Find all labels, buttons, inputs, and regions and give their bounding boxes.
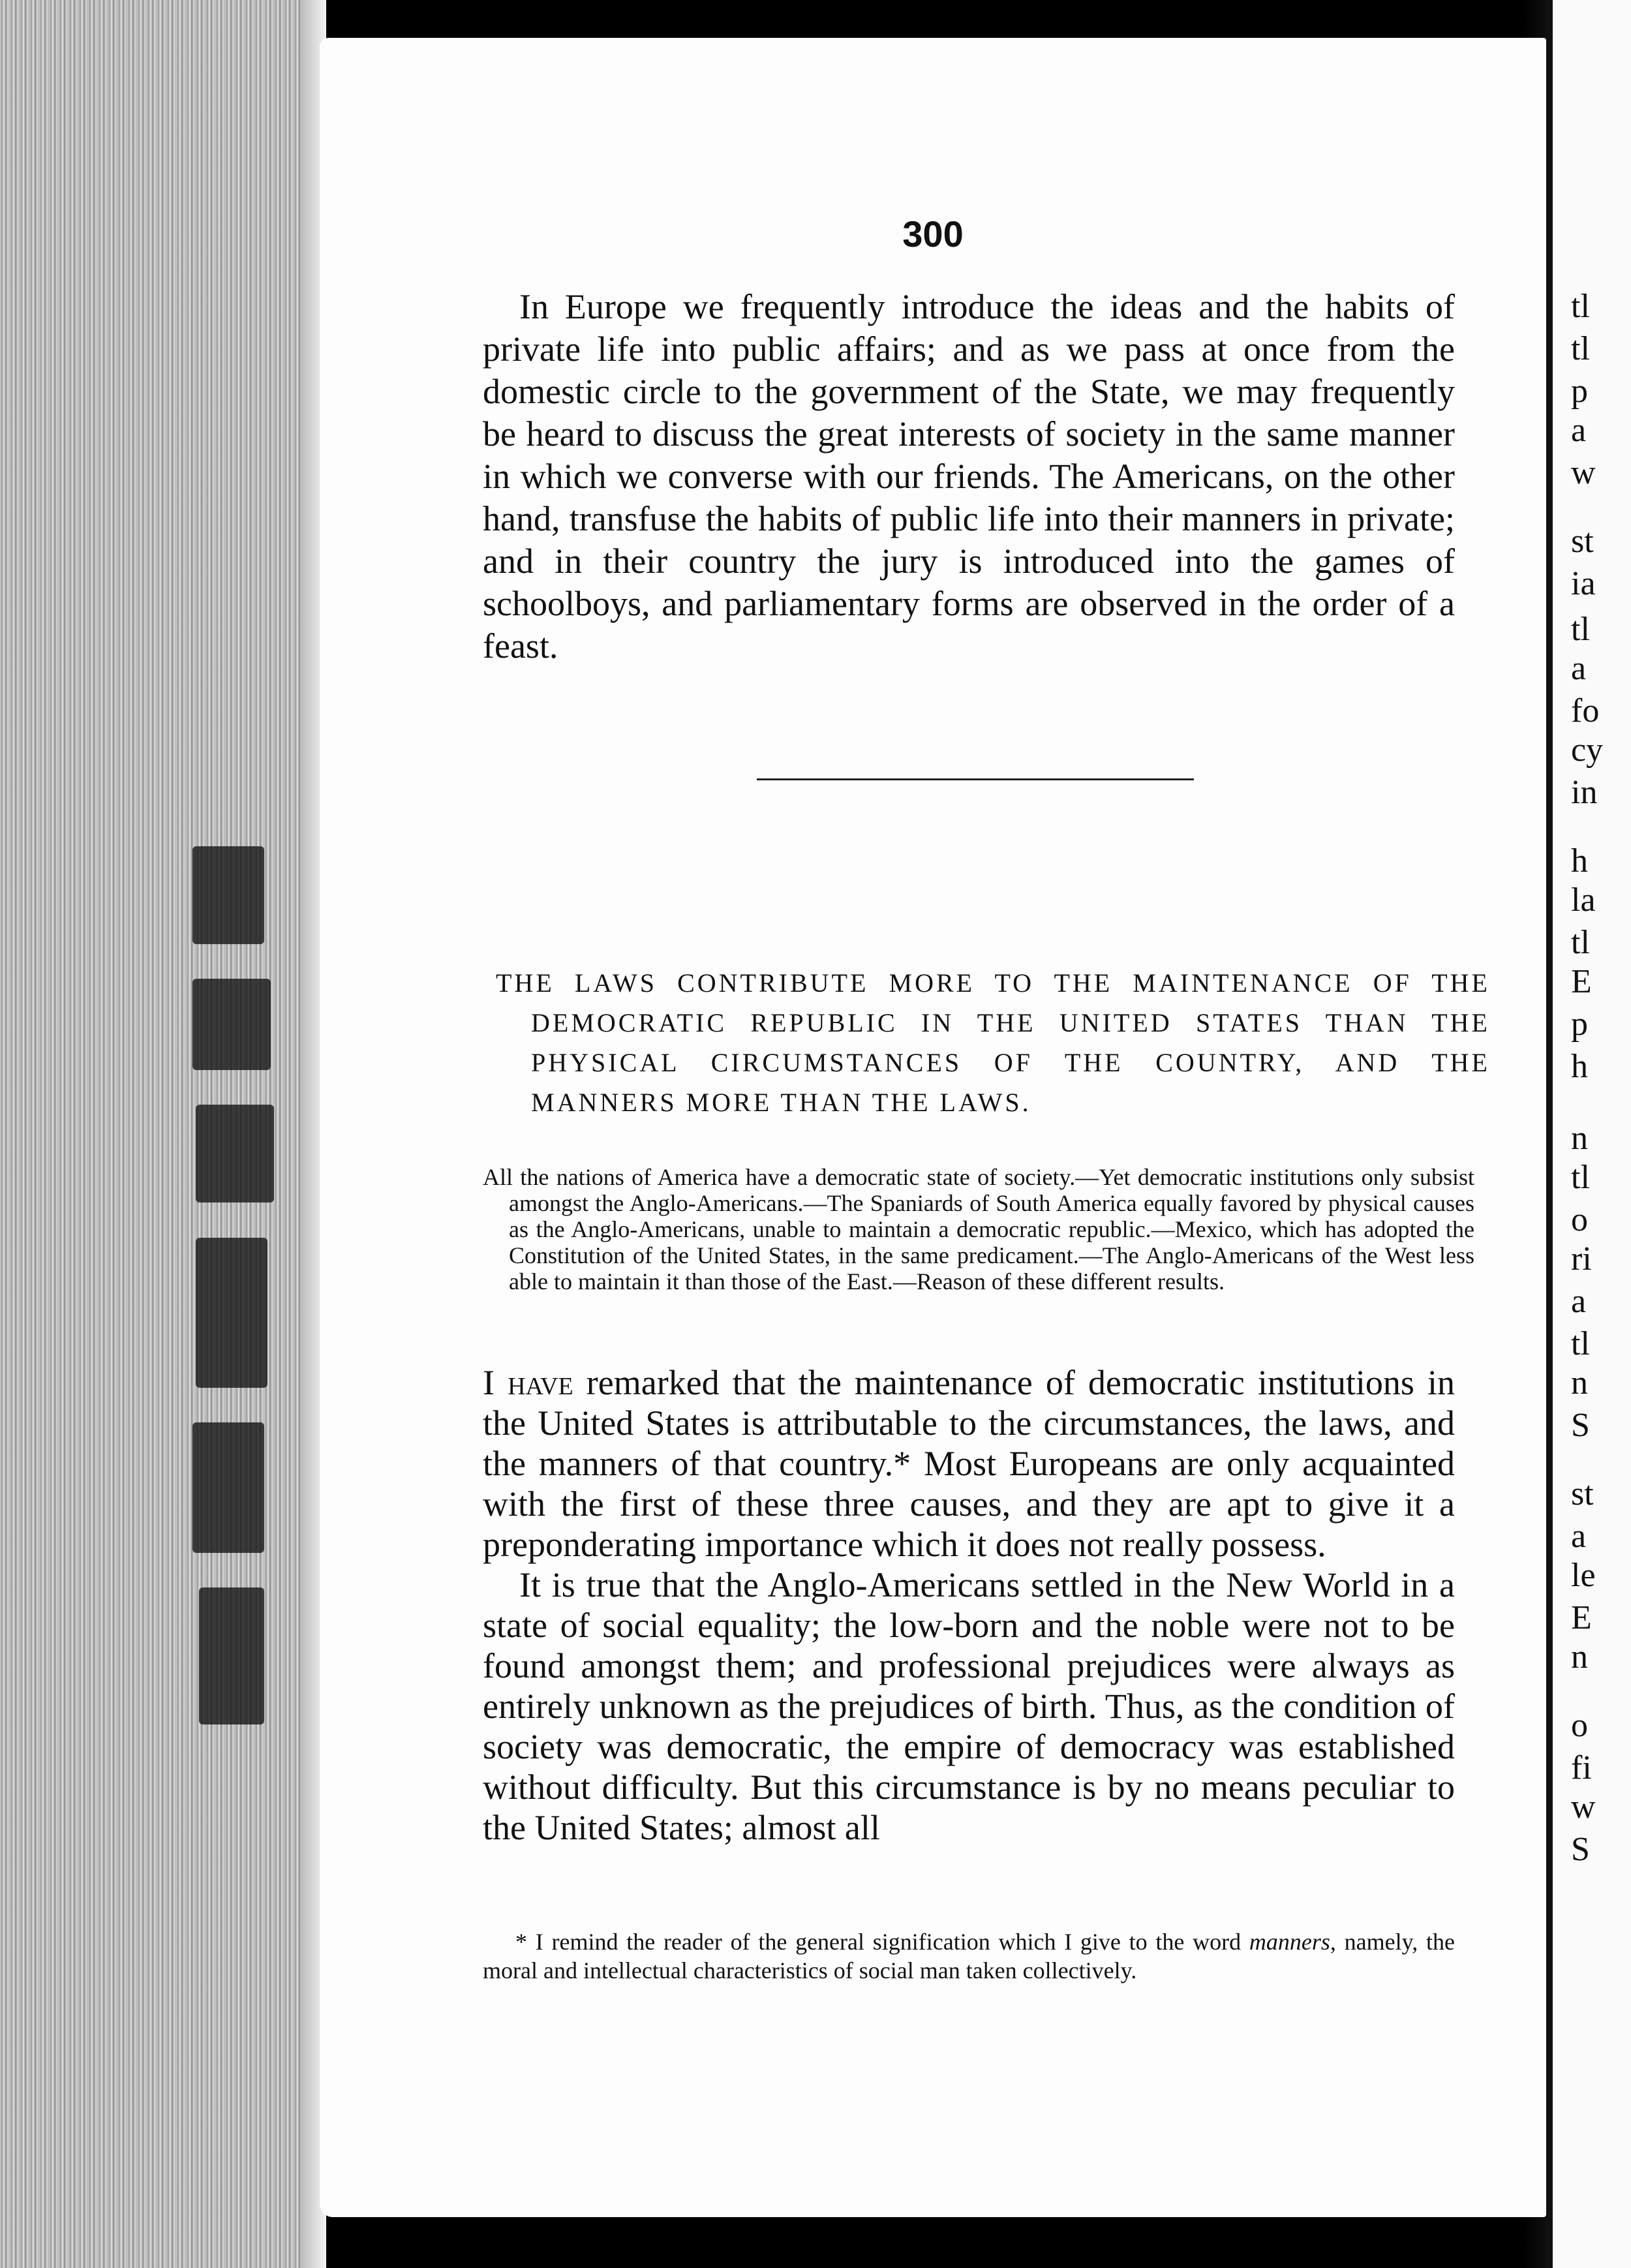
facing-page-fragment: h bbox=[1571, 1048, 1588, 1085]
facing-page-fragment: le bbox=[1571, 1557, 1596, 1594]
facing-page-fragment: w bbox=[1571, 1788, 1596, 1826]
facing-page-fragment: a bbox=[1571, 412, 1587, 449]
facing-page-fragment: S bbox=[1571, 1831, 1590, 1868]
facing-page-fragment: fo bbox=[1571, 692, 1600, 729]
facing-page-fragment: n bbox=[1571, 1364, 1588, 1402]
facing-page-fragment: a bbox=[1571, 1283, 1587, 1320]
facing-page-fragment: tl bbox=[1571, 330, 1590, 367]
footnote-text-start: * I remind the reader of the general signification which I give to the word bbox=[515, 1929, 1249, 1955]
facing-page-fragment: in bbox=[1571, 774, 1598, 811]
facing-page-fragment: S bbox=[1571, 1407, 1590, 1444]
facing-page-fragment: h bbox=[1571, 842, 1588, 880]
section-summary: All the nations of America have a democratic state of society.—Yet democratic institutions only subsist amongst the Anglo-Americans.—The Spaniards of South America equally favored by physical causes as the Anglo-Americans, unable to maintain a democratic republic.—Mexico, which has adopted the Constitution of the United States, in the same predicament.—The Anglo-Americans of the West less able to maintain it than those of the East.—Reason of these different results. bbox=[483, 1164, 1474, 1295]
facing-page-fragment: o bbox=[1571, 1707, 1588, 1744]
facing-page-fragment: w bbox=[1571, 454, 1596, 491]
section-divider bbox=[757, 778, 1194, 780]
facing-page-fragment: p bbox=[1571, 1005, 1588, 1043]
facing-page-fragment: o bbox=[1571, 1201, 1588, 1238]
section-heading: THE LAWS CONTRIBUTE MORE TO THE MAINTENANCE OF THE DEMOCRATIC REPUBLIC IN THE UNITED STATES THAN THE PHYSICAL CIRCUMSTANCES OF THE COUNTRY, AND THE MANNERS MORE THAN THE LAWS. bbox=[496, 968, 1490, 1117]
page-number: 300 bbox=[902, 213, 964, 254]
footnote-italic-word: manners bbox=[1249, 1929, 1330, 1955]
facing-page-fragment: tl bbox=[1571, 924, 1590, 961]
body-paragraph-1 bbox=[483, 1362, 1455, 1565]
facing-page-fragment: tl bbox=[1571, 1159, 1590, 1196]
facing-page-fragment: fi bbox=[1571, 1749, 1592, 1786]
facing-page-edge bbox=[1553, 0, 1631, 2268]
facing-page-fragment: st bbox=[1571, 523, 1594, 560]
footnote-text-end: , namely, the moral and intellectual characteristics of social man taken collectively. bbox=[483, 1929, 1455, 1984]
facing-page-fragment: tl bbox=[1571, 1325, 1590, 1362]
facing-page-fragment: ri bbox=[1571, 1240, 1592, 1278]
book-page bbox=[320, 38, 1546, 2217]
facing-page-fragment: st bbox=[1571, 1475, 1594, 1512]
facing-page-fragment: E bbox=[1571, 1599, 1592, 1636]
facing-page-fragment: a bbox=[1571, 1518, 1587, 1555]
facing-page-fragment: cy bbox=[1571, 731, 1604, 769]
facing-page-fragment: p bbox=[1571, 373, 1588, 410]
body-text bbox=[483, 1362, 1455, 1848]
body-paragraph-2: It is true that the Anglo-Americans settled in the New World in a state of social equality; the low-born and the noble were not to be found amongst them; and professional prejudices were always as entirely unknown as the prejudices of birth. Thus, as the condition of society was democratic, the empire of democracy was established without difficulty. But this circumstance is by no means peculiar to the United States; almost all bbox=[483, 1565, 1455, 1847]
facing-page-fragment: la bbox=[1571, 881, 1596, 919]
paragraph-1-text: remarked that the maintenance of democratic institutions in the United States is attributable to the circumstances, the laws, and the manners of that country.* Most Europeans are only acquainted with the first of these three causes, and they are apt to give it a preponderating importance which it does not really possess. bbox=[483, 1363, 1455, 1564]
intro-paragraph: In Europe we frequently introduce the ideas and the habits of private life into public affairs; and as we pass at once from the domestic circle to the government of the State, we may frequently be heard to discuss the great interests of society in the same manner in which we converse with our friends. The Americans, on the other hand, transfuse the habits of public life into their manners in private; and in their country the jury is introduced into the games of schoolboys, and parliamentary forms are observed in the order of a feast. bbox=[483, 287, 1455, 666]
facing-page-fragment: E bbox=[1571, 963, 1592, 1000]
facing-page-fragment: tl bbox=[1571, 288, 1590, 325]
facing-page-fragment: ia bbox=[1571, 565, 1596, 602]
facing-page-fragment: a bbox=[1571, 650, 1587, 687]
facing-page-fragment: tl bbox=[1571, 611, 1590, 648]
facing-page-fragment: n bbox=[1571, 1120, 1588, 1157]
facing-page-fragment: n bbox=[1571, 1638, 1588, 1676]
footnote bbox=[483, 1927, 1455, 1985]
paragraph-lead-words: I have bbox=[483, 1363, 573, 1402]
